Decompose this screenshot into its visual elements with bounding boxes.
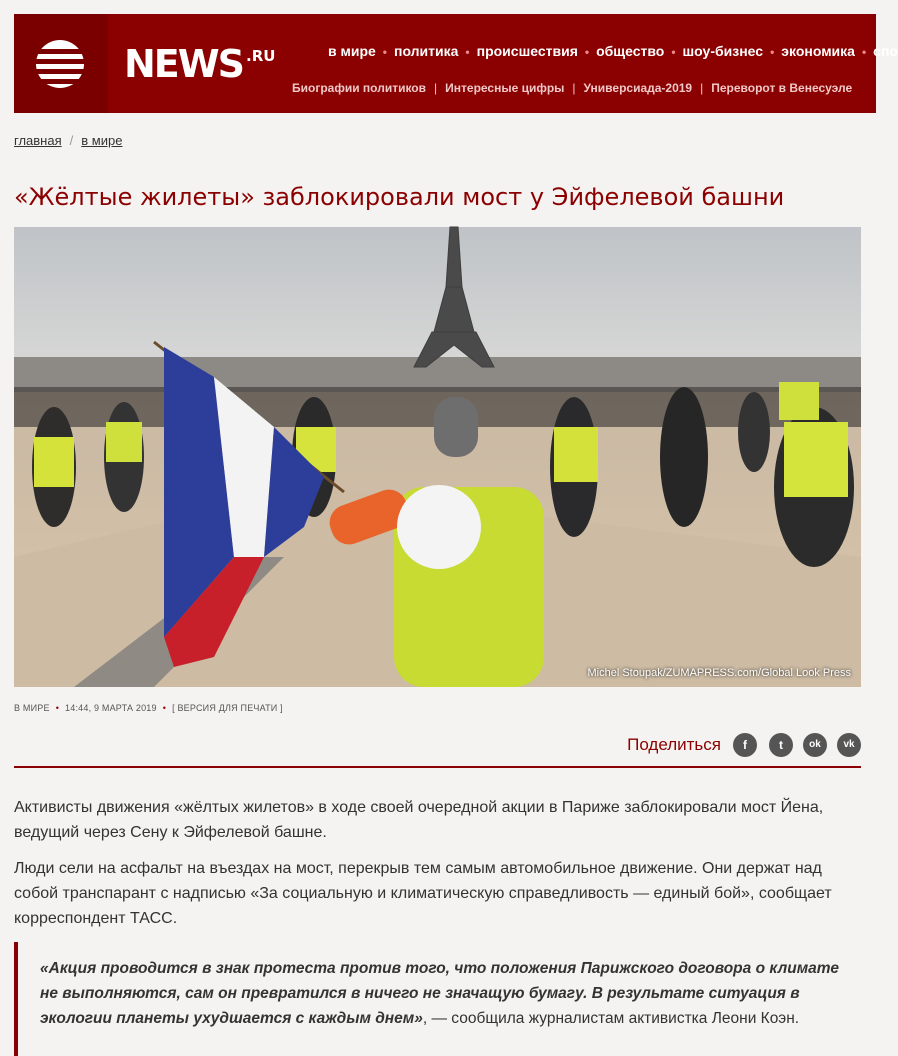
quote-attribution: , — сообщила журналистам активистка Леони Коэн. [422,1010,800,1027]
share-bar [14,730,861,768]
subnav-item-numbers[interactable]: Интересные цифры [445,81,565,95]
logo-emblem[interactable] [14,14,108,113]
print-version-link[interactable]: [ ВЕРСИЯ ДЛЯ ПЕЧАТИ ] [172,703,283,713]
nav-item-economy[interactable]: экономика [781,43,855,59]
quote-bold: «Акция проводится в знак протеста против того, что положения Парижского договора о климате не выполняются, сам он превратился в ничего не значащую бумагу. В результате ситуация в экологии планеты ухудшается с каждым днем» [40,960,839,1027]
meta-datetime: 14:44, 9 МАРТА 2019 [65,703,157,713]
logo-icon [36,40,84,88]
nav-item-world[interactable]: в мире [328,43,376,59]
logo-suffix: .RU [246,47,276,65]
article-paragraph-1: Активисты движения «жёлтых жилетов» в ходе своей очередной акции в Париже заблокировали мост Йена, ведущий через Сену к Эйфелевой башне. [14,799,824,841]
twitter-icon[interactable]: t [769,733,793,757]
meta-section-link[interactable]: В МИРЕ [14,703,50,713]
facebook-icon[interactable]: f [733,733,757,757]
quote-text [40,956,840,1031]
breadcrumb: главная / в мире [14,133,123,148]
subnav-item-biographies[interactable]: Биографии политиков [292,81,427,95]
nav-item-politics[interactable]: политика [394,43,459,59]
article-meta: В МИРЕ • 14:44, 9 МАРТА 2019 • [ ВЕРСИЯ ДЛЯ ПЕЧАТИ ] [14,703,283,713]
article-title: «Жёлтые жилеты» заблокировали мост у Эйфелевой башни [14,183,785,211]
sub-nav: Биографии политиков | Интересные цифры | Универсиада-2019 | Переворот в Венесуэле [292,81,853,95]
odnoklassniki-icon[interactable]: ok [803,733,827,757]
article-photo [14,227,861,687]
logo-text[interactable]: NEWS [124,42,244,86]
nav-item-sport[interactable]: спо [873,43,898,59]
article-quote [14,942,858,1056]
nav-item-incidents[interactable]: происшествия [476,43,578,59]
nav-item-society[interactable]: общество [596,43,665,59]
subnav-item-venezuela[interactable]: Переворот в Венесуэле [711,81,853,95]
breadcrumb-home-link[interactable]: главная [14,133,62,148]
vk-icon[interactable]: vk [837,733,861,757]
protest-photo-illustration [14,227,861,687]
breadcrumb-section-link[interactable]: в мире [81,133,123,148]
main-nav: в мире • политика • происшествия • общество • шоу-бизнес • экономика • спо [328,43,898,59]
share-label: Поделиться [627,735,721,754]
site-header [14,14,898,113]
nav-item-showbiz[interactable]: шоу-бизнес [682,43,764,59]
photo-credit: Michel Stoupak/ZUMAPRESS.com/Global Look Press [587,667,851,679]
subnav-item-universiade[interactable]: Универсиада-2019 [583,81,693,95]
article-paragraph-2: Люди сели на асфальт на въездах на мост, перекрыв тем самым автомобильное движение. Они держат над собой транспарант с надписью «За социальную и климатическую справедливость — единый бой», сообщает корреспондент ТАСС. [14,860,832,927]
